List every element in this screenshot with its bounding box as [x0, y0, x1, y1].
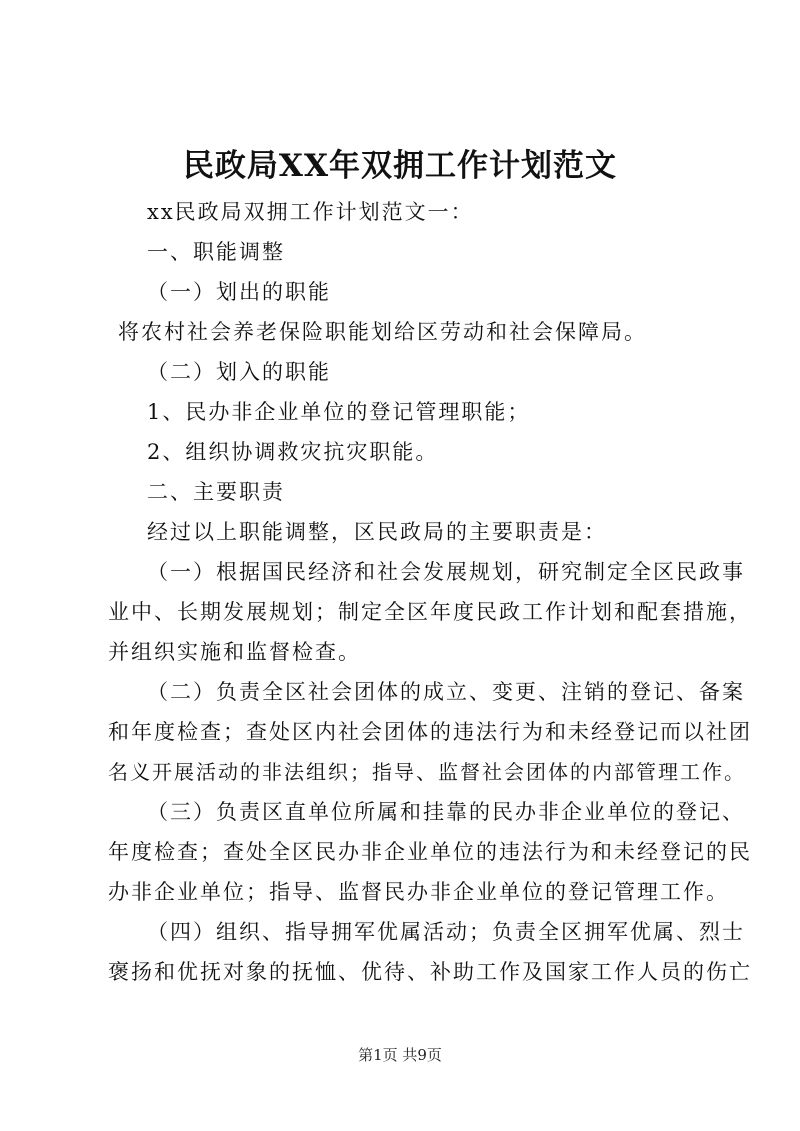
paragraph-line: 褒扬和优抚对象的抚恤、优待、补助工作及国家工作人员的伤亡: [108, 960, 752, 984]
subsection-heading: （一）划出的职能: [147, 280, 331, 304]
section-heading: 二、主要职责: [147, 480, 285, 504]
paragraph-line: （二）负责全区社会团体的成立、变更、注销的登记、备案: [147, 680, 745, 704]
list-item: 2、组织协调救灾抗灾职能。: [147, 440, 439, 464]
paragraph-line: 和年度检查；查处区内社会团体的违法行为和未经登记而以社团: [108, 720, 752, 744]
subsection-heading: （二）划入的职能: [147, 360, 331, 384]
list-item: 1、民办非企业单位的登记管理职能；: [147, 400, 531, 424]
paragraph-line: 并组织实施和监督检查。: [108, 640, 361, 664]
paragraph-line: 经过以上职能调整，区民政局的主要职责是：: [147, 520, 607, 544]
paragraph-line: 名义开展活动的非法组织；指导、监督社会团体的内部管理工作。: [108, 760, 746, 784]
section-heading: 一、职能调整: [147, 240, 285, 264]
paragraph-line: （三）负责区直单位所属和挂靠的民办非企业单位的登记、: [147, 800, 745, 824]
paragraph-line: 将农村社会养老保险职能划给区劳动和社会保障局。: [118, 320, 647, 344]
paragraph-line: 办非企业单位；指导、监督民办非企业单位的登记管理工作。: [108, 880, 729, 904]
paragraph-line: （四）组织、指导拥军优属活动；负责全区拥军优属、烈士: [147, 920, 745, 944]
paragraph-line: 年度检查；查处全区民办非企业单位的违法行为和未经登记的民: [108, 840, 752, 864]
paragraph-line: 业中、长期发展规划；制定全区年度民政工作计划和配套措施，: [108, 600, 752, 624]
paragraph-line: （一）根据国民经济和社会发展规划，研究制定全区民政事: [147, 560, 745, 584]
page-footer: 第1页 共9页: [358, 1046, 442, 1064]
document-title: 民政局XX年双拥工作计划范文: [182, 148, 618, 184]
paragraph-line: xx民政局双拥工作计划范文一：: [147, 200, 474, 224]
